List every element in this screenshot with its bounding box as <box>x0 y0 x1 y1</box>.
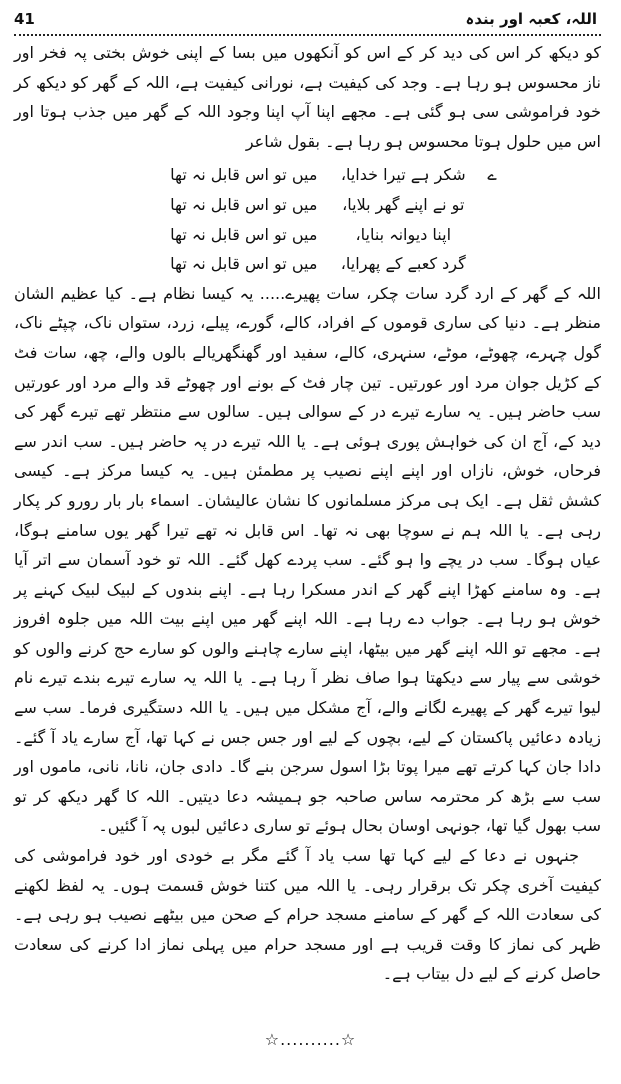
header-divider <box>14 34 601 36</box>
verse-first-half: گرد کعبے کے پھرایا، <box>340 254 466 274</box>
verse-marker <box>483 220 501 250</box>
paragraph-1: کو دیکھ کر اس کی دید کر کے اس کو آنکھوں میں بسا کے اپنی خوش بختی پہ فخر اور ناز محسوس ہو رہا ہے۔ وجد کی کیفیت ہے، نورانی کیفیت ہے، اللہ کے گھر کو دیکھ کر خود فراموشی سی ہو گئی ہے۔ مجھے اپنا آپ اپنا وجود اللہ کے گھر میں جذب ہوتا اور اس میں حلول ہوتا محسوس ہو رہا ہے۔ بقول شاعر <box>14 43 601 151</box>
verse-first-half: تو نے اپنے گھر بلایا، <box>342 194 465 214</box>
section-end-ornament: ☆..........☆ <box>264 1030 357 1049</box>
verse-second-half: میں تو اس قابل نہ تھا <box>170 194 318 214</box>
paragraph-3: جنہوں نے دعا کے لیے کہا تھا سب یاد آ گئے مگر بے خودی اور خود فراموشی کی کیفیت آخری چکر تک برقرار رہی۔ یا اللہ میں کتنا خوش قسمت ہوں۔ یہ لفظ لکھنے کی سعادت اللہ کے گھر کے سامنے مسجد حرام کے صحن میں بیٹھے نصیب ہو رہی ہے۔ ظہر کی نماز کا وقت قریب ہے اور مسجد حرام میں پہلی نماز ادا کرنے کی سعادت حاصل کرنے کے لیے دل بیتاب ہے۔ <box>14 846 601 984</box>
verse-second-half: میں تو اس قابل نہ تھا <box>170 224 318 244</box>
main-text <box>14 38 601 989</box>
verse-first-half: شکر ہے تیرا خدایا، <box>340 165 466 185</box>
verse-line <box>164 220 501 250</box>
running-title: اللہ، کعبہ اور بندہ <box>465 10 597 28</box>
verse-line <box>164 249 501 279</box>
verse-marker <box>483 249 501 279</box>
verse-second-half: میں تو اس قابل نہ تھا <box>170 165 318 185</box>
verse-block <box>164 160 501 278</box>
verse-first-half: اپنا دیوانہ بنایا، <box>355 224 452 244</box>
verse-marker <box>483 190 501 220</box>
verse-second-half: میں تو اس قابل نہ تھا <box>170 254 318 274</box>
page-number: 41 <box>14 10 35 28</box>
page-header <box>14 6 597 32</box>
verse-line <box>164 190 501 220</box>
verse-marker: ے <box>487 165 497 185</box>
paragraph-2: اللہ کے گھر کے ارد گرد سات چکر، سات پھیرے..... یہ کیسا نظام ہے۔ کیا عظیم الشان منظر ہے۔ دنیا کی ساری قوموں کے افراد، کالے، گورے، پیلے، زرد، ستواں ناک، چپٹے ناک، گول چہرے، چھوٹے، موٹے، سنہری، کالے، سفید اور گھنگھریالے بالوں والے، چھ، سات فٹ کے کڑیل جوان مرد اور عورتیں۔ تین چار فٹ کے بونے اور چھوٹے قد والے مرد اور عورتیں سب حاضر ہیں۔ یہ سارے تیرے در کے سوالی ہیں۔ سالوں سے منتظر تھے تیرے گھر کی دید کے، آج ان کی خواہش پوری ہوئی ہے۔ یا اللہ تیرے در پہ حاضر ہیں۔ سب اندر سے فرحاں، خوش، نازاں اور اپنے اپنے نصیب پر مطمئن ہیں۔ یہ کیسا مرکز ہے۔ کیسی کشش ثقل ہے۔ ایک ہی مرکز مسلمانوں کا نشان عالیشان۔ اسماء بار بار رورو کر پکار رہی ہے۔ یا اللہ ہم نے سوچا بھی نہ تھا۔ اس قابل نہ تھے تیرا گھر یوں سامنے ہوگا، عیاں ہوگا۔ سب در یچے وا ہو گئے۔ سب پردے کھل گئے۔ اللہ تو خود آسمان سے اتر آیا ہے۔ وہ سامنے کھڑا اپنے گھر کے اندر مسکرا رہا ہے۔ اپنے بندوں کے لبیک لبیک کہنے پر خوش ہو رہا ہے۔ جواب دے رہا ہے۔ اللہ اپنے گھر میں اپنے بیت اللہ میں جلوہ افروز ہے۔ مجھے تو اللہ اپنے گھر میں بیٹھا، اپنے سارے چاہنے والوں کو سارے حج کرنے والوں کو خوشی سے پیار سے دیکھتا ہوا صاف نظر آ رہا ہے۔ یا اللہ یہ سارے تیرے بندے تیرے نام لیوا تیرے گھر کے پھیرے لگانے والے، آج مشکل میں ہیں۔ یا اللہ دستگیری فرما۔ سب سے زیادہ دعائیں پاکستان کے لیے، بچوں کے لیے اور جس جس نے کہا تھا، آج سارے یاد آ گئے۔ دادا جان کہا کرتے تھے میرا پوتا بڑا اسول سرجن بنے گا۔ دادی جان، نانا، نانی، ماموں اور سب سے بڑھ کر محترمہ ساس صاحبہ جو ہمیشہ دعا دیتیں۔ اللہ کا گھر دیکھ کر تو سب بھول گیا تھا، جونہی اوسان بحال ہوئے تو ساری دعائیں لبوں پہ آ گئیں۔ <box>14 283 601 836</box>
verse-line <box>164 160 501 190</box>
